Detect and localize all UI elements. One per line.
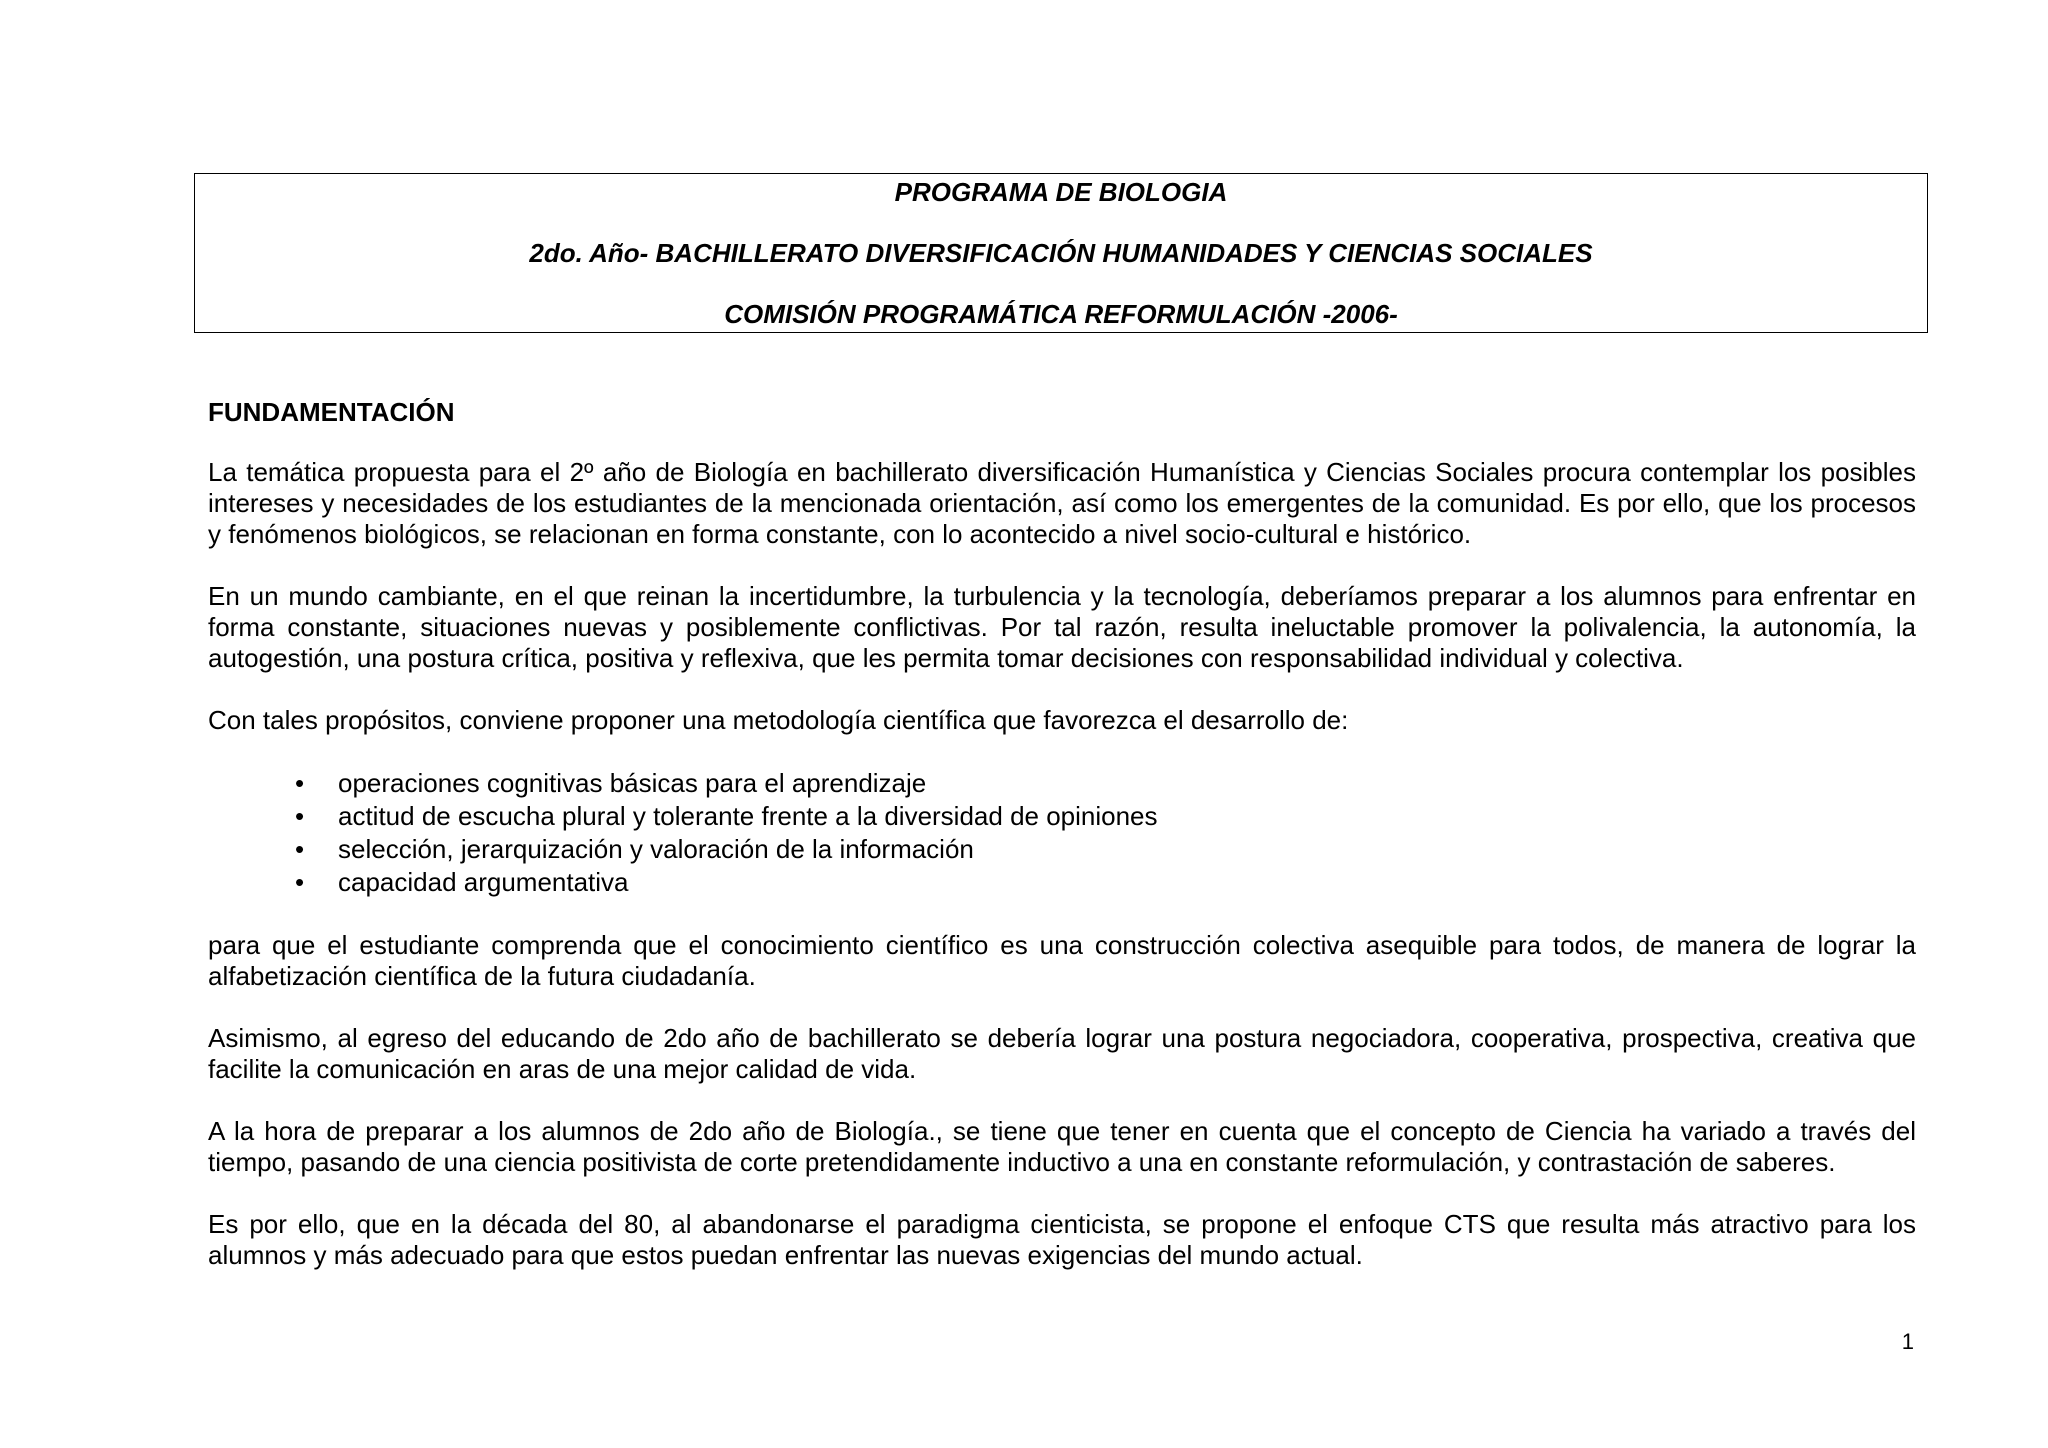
list-item-text: selección, jerarquización y valoración de la información bbox=[338, 834, 974, 864]
document-body bbox=[208, 397, 1916, 1302]
section-title: FUNDAMENTACIÓN bbox=[208, 397, 455, 427]
paragraph: Con tales propósitos, conviene proponer una metodología científica que favorezca el desarrollo de: bbox=[208, 705, 1349, 735]
bullet-icon: • bbox=[295, 801, 305, 831]
paragraph: Asimismo, al egreso del educando de 2do año de bachillerato se debería lograr una postura negociadora, cooperativa, prospectiva, creativa que facilite la comunicación en aras de una mejor calidad de vida. bbox=[208, 1023, 1916, 1084]
list-item-text: actitud de escucha plural y tolerante frente a la diversidad de opiniones bbox=[338, 801, 1158, 831]
paragraph: Es por ello, que en la década del 80, al abandonarse el paradigma cienticista, se propone el enfoque CTS que resulta más atractivo para los alumnos y más adecuado para que estos puedan enfrentar las nuevas exigencias del mundo actual. bbox=[208, 1209, 1916, 1270]
bullet-list bbox=[208, 767, 1916, 899]
bullet-icon: • bbox=[295, 834, 305, 864]
paragraph: En un mundo cambiante, en el que reinan la incertidumbre, la turbulencia y la tecnología, deberíamos preparar a los alumnos para enfrentar en forma constante, situaciones nuevas y posiblemente conflictivas. Por tal razón, resulta ineluctable promover la polivalencia, la autonomía, la autogestión, una postura crítica, positiva y reflexiva, que les permita tomar decisiones con responsabilidad individual y colectiva. bbox=[208, 581, 1916, 673]
document-header-box bbox=[194, 173, 1928, 333]
paragraph: para que el estudiante comprenda que el conocimiento científico es una construcción colectiva asequible para todos, de manera de lograr la alfabetización científica de la futura ciudadanía. bbox=[208, 930, 1916, 991]
list-item-text: capacidad argumentativa bbox=[338, 867, 629, 897]
list-item bbox=[208, 866, 1916, 899]
list-item bbox=[208, 833, 1916, 866]
document-title: PROGRAMA DE BIOLOGIA bbox=[894, 177, 1228, 207]
list-item bbox=[208, 800, 1916, 833]
paragraph: A la hora de preparar a los alumnos de 2do año de Biología., se tiene que tener en cuenta que el concepto de Ciencia ha variado a través del tiempo, pasando de una ciencia positivista de corte pretendidamente inductivo a una en constante reformulación, y contrastación de saberes. bbox=[208, 1116, 1916, 1177]
bullet-icon: • bbox=[295, 867, 305, 897]
bullet-icon: • bbox=[295, 768, 305, 798]
document-commission: COMISIÓN PROGRAMÁTICA REFORMULACIÓN -2006- bbox=[724, 299, 1398, 329]
page-number: 1 bbox=[1901, 1329, 1914, 1354]
list-item-text: operaciones cognitivas básicas para el aprendizaje bbox=[338, 768, 927, 798]
document-subtitle: 2do. Año- BACHILLERATO DIVERSIFICACIÓN HUMANIDADES Y CIENCIAS SOCIALES bbox=[529, 238, 1593, 268]
list-item bbox=[208, 767, 1916, 800]
paragraph: La temática propuesta para el 2º año de Biología en bachillerato diversificación Humanística y Ciencias Sociales procura contemplar los posibles intereses y necesidades de los estudiantes de la mencionada orientación, así como los emergentes de la comunidad. Es por ello, que los procesos y fenómenos biológicos, se relacionan en forma constante, con lo acontecido a nivel socio-cultural e histórico. bbox=[208, 457, 1916, 549]
